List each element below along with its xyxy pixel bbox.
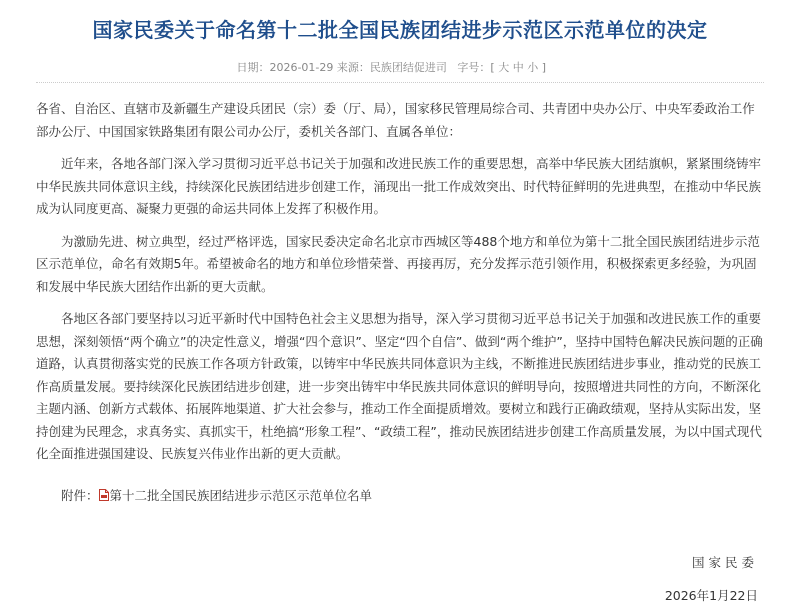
article-meta [0,60,546,76]
font-size-close-bracket: ] [541,61,546,74]
attachment-label: 附件： [61,488,99,503]
font-size-large-button[interactable]: 大 [498,61,510,74]
font-size-control [457,61,546,74]
issuer-signature: 国家民委 [691,555,758,570]
publish-date: 2026-01-29 [269,61,334,74]
addressee: 各省、自治区、直辖市及新疆生产建设兵团民（宗）委（厅、局），国家移民管理局综合司、共青团中央办公厅、中央军委政治工作部办公厅、中国国家铁路集团有限公司办公厅，委机关各部门、直属各单位： [36,101,755,139]
font-size-open-bracket: [ [490,61,495,74]
font-size-small-button[interactable]: 小 [527,61,539,74]
font-size-label: 字号： [457,61,491,74]
page-title: 国家民委关于命名第十二批全国民族团结进步示范区示范单位的决定 [92,18,708,42]
paragraph-3: 各地区各部门要坚持以习近平新时代中国特色社会主义思想为指导，深入学习贯彻习近平总书记关于加强和改进民族工作的重要思想，深刻领悟“两个确立”的决定性意义，增强“四个意识”、坚定“四个自信”、做到“两个维护”，坚持中国特色解决民族问题的正确道路，认真贯彻落实党的民族工作各项方针政策，以铸牢中华民族共同体意识为主线，不断推进民族团结进步事业，推动党的民族工作高质量发展。要持续深化民族团结进步创建，进一步突出铸牢中华民族共同体意识的鲜明导向，按照增进共同性的方向，不断深化主题内涵、创新方式载体、拓展阵地渠道、扩大社会参与，推动工作全面提质增效。要树立和践行正确政绩观，坚持从实际出发，坚持创建为民理念，求真务实、真抓实干，杜绝搞“形象工程”、“政绩工程”，推动民族团结进步创建工作高质量发展，为以中国式现代化全面推进强国建设、民族复兴伟业作出新的更大贡献。 [36,311,763,461]
article-body [36,98,766,476]
source-name: 民族团结促进司 [369,61,447,74]
attachment-link[interactable] [99,488,373,503]
issue-date: 2026年1月22日 [664,588,758,603]
meta-divider [36,82,764,83]
paragraph-1: 近年来，各地各部门深入学习贯彻习近平总书记关于加强和改进民族工作的重要思想，高举中华民族大团结旗帜，紧紧围绕铸牢中华民族共同体意识主线，持续深化民族团结进步创建工作，涌现出一批工作成效突出、时代特征鲜明的先进典型，在推动中华民族成为认同度更高、凝聚力更强的命运共同体上发挥了积极作用。 [36,156,762,216]
attachment-link-text: 第十二批全国民族团结进步示范区示范单位名单 [109,488,373,503]
source-label: 来源： [336,61,370,74]
pdf-file-icon [99,487,109,499]
paragraph-2: 为激励先进、树立典型，经过严格评选，国家民委决定命名北京市西城区等488个地方和单位为第十二批全国民族团结进步示范区示范单位，命名有效期5年。希望被命名的地方和单位珍惜荣誉、再接再厉，充分发挥示范引领作用，积极探索更多经验，为巩固和发展中华民族大团结作出新的更大贡献。 [36,233,760,294]
attachment-row [61,486,372,506]
font-size-medium-button[interactable]: 中 [512,61,524,74]
date-label: 日期： [236,61,270,74]
